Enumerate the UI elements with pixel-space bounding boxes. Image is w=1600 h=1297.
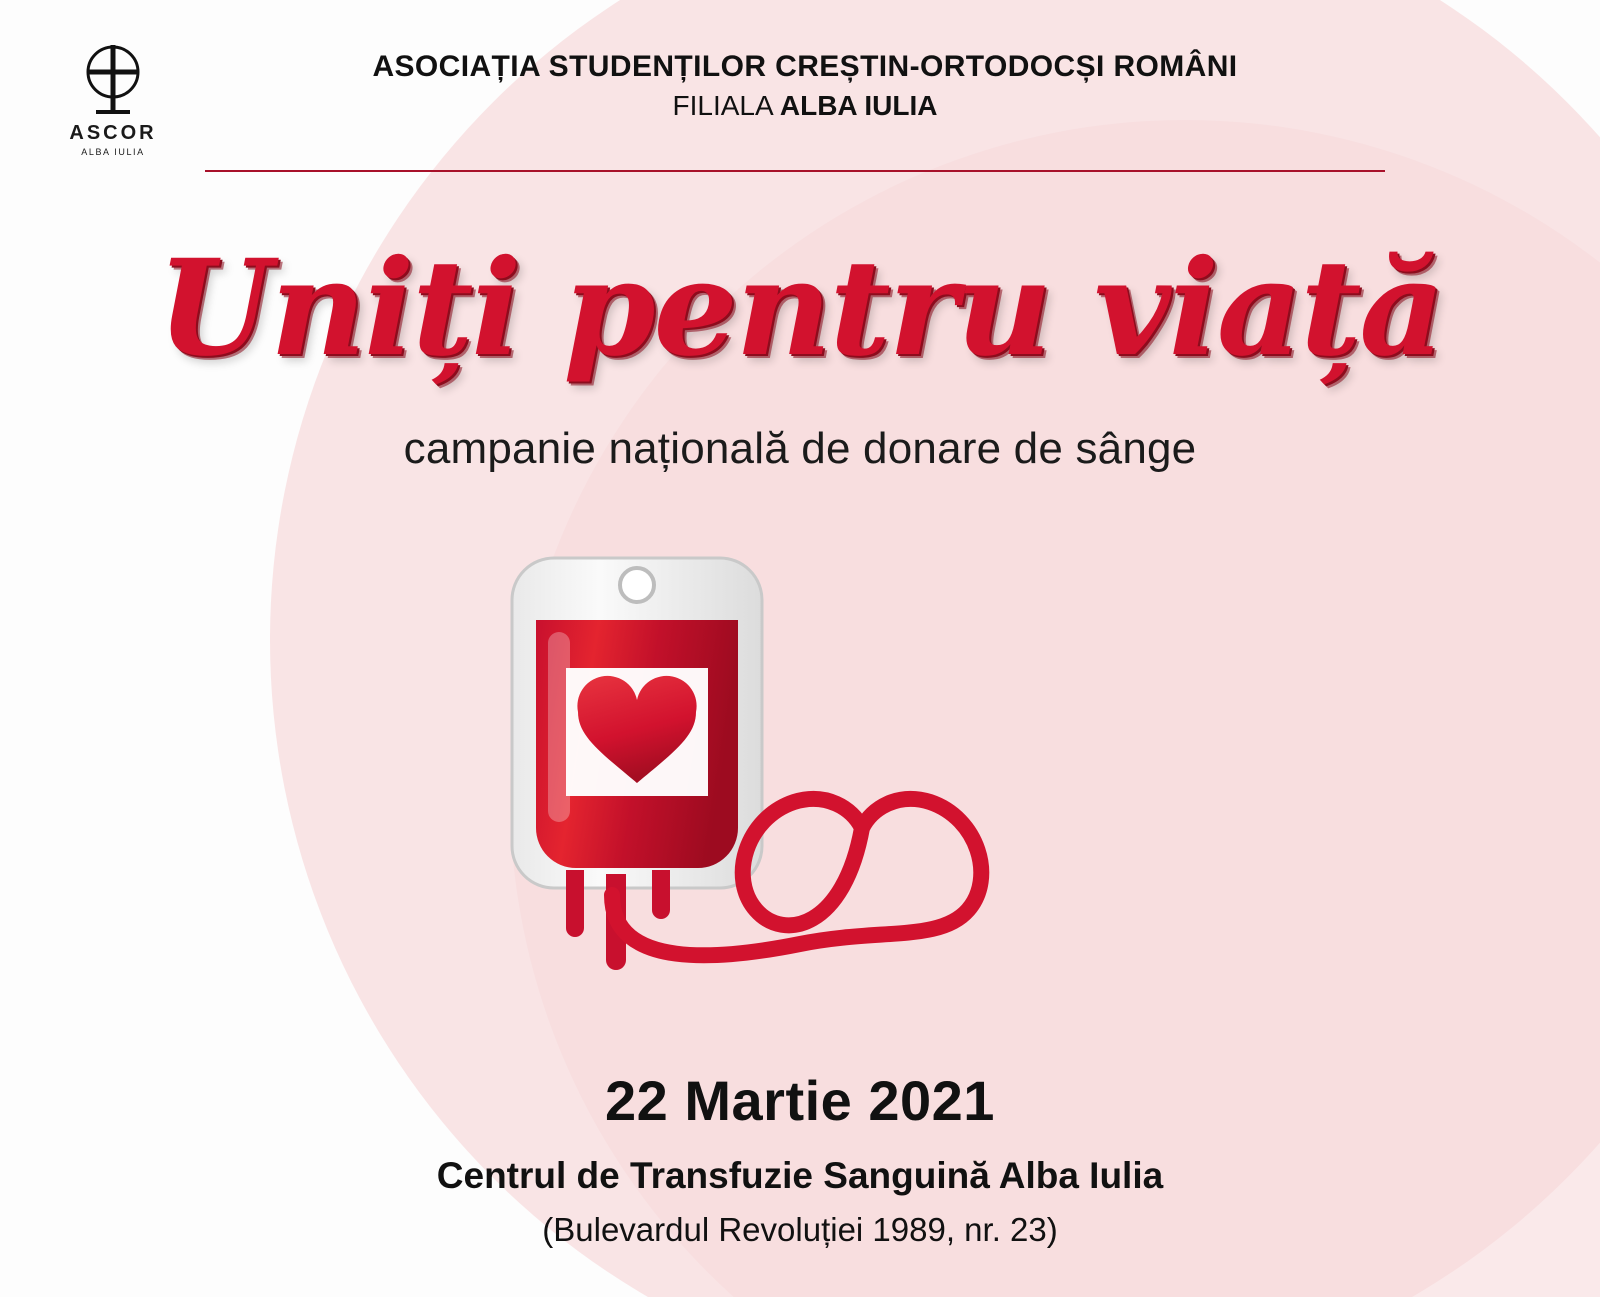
- branch-prefix: FILIALA: [672, 90, 780, 121]
- event-address: (Bulevardul Revoluției 1989, nr. 23): [542, 1211, 1058, 1248]
- organization-name: ASOCIAȚIA STUDENȚILOR CREȘTIN-ORTODOCȘI ROMÂNI: [372, 50, 1238, 83]
- poster-header: [0, 42, 1600, 162]
- organization-branch: [190, 90, 1420, 122]
- ascor-logo: [48, 42, 178, 157]
- campaign-title: Uniți pentru viață: [157, 231, 1443, 386]
- blood-donation-illustration: [0, 540, 1600, 970]
- ascor-logo-name: ASCOR: [69, 122, 157, 144]
- event-details: [0, 1068, 1600, 1249]
- branch-city: ALBA IULIA: [779, 90, 938, 121]
- orthodox-cross-icon: [74, 42, 152, 120]
- event-venue: Centrul de Transfuzie Sanguină Alba Iulia: [436, 1155, 1164, 1196]
- campaign-subtitle: campanie națională de donare de sânge: [403, 424, 1197, 473]
- header-divider: [205, 170, 1385, 172]
- blood-bag-icon: [512, 558, 762, 888]
- event-date: 22 Martie 2021: [605, 1069, 995, 1132]
- ascor-logo-subtitle: ALBA IULIA: [81, 147, 145, 157]
- organization-name-block: [190, 50, 1420, 122]
